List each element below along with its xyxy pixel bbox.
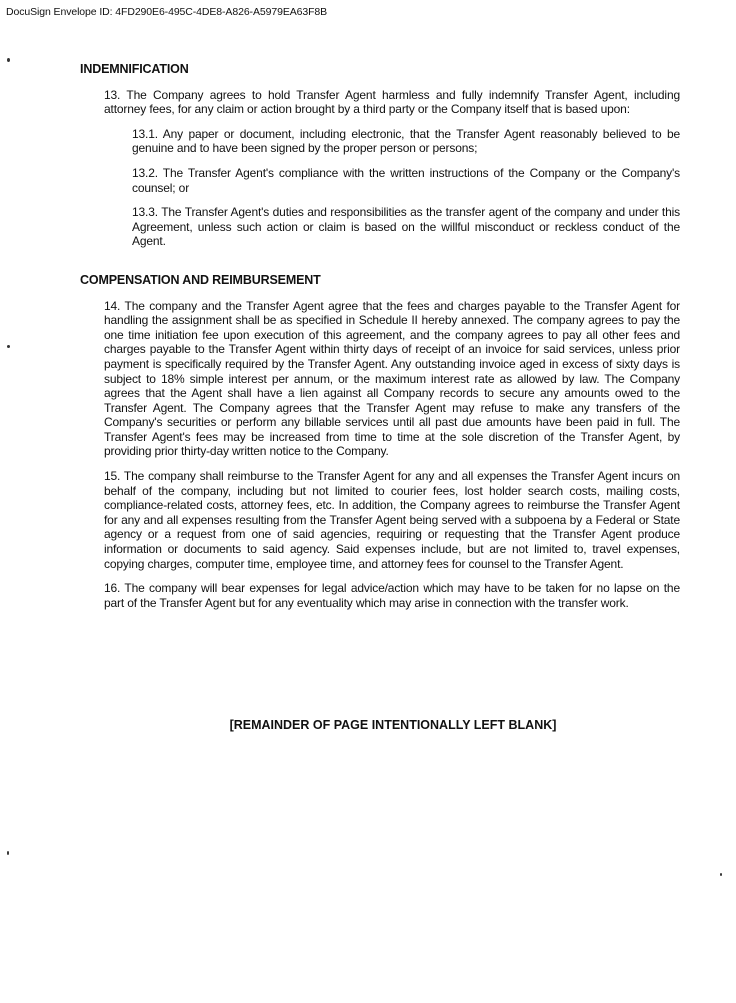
paragraph-13-3: 13.3. The Transfer Agent's duties and responsibilities as the transfer agent of the company and under this Agreement, unless such action or claim is based on the willful misconduct or reckless conduct of the Agent. [132,205,680,249]
section-heading-indemnification: INDEMNIFICATION [80,62,189,76]
section-heading-compensation: COMPENSATION AND REIMBURSEMENT [80,272,321,287]
paragraph-13-1: 13.1. Any paper or document, including electronic, that the Transfer Agent reasonably believed to be genuine and to have been signed by the proper person or persons; [132,126,680,156]
scan-speck [7,345,10,348]
paragraph-15: 15. The company shall reimburse to the Transfer Agent for any and all expenses the Transfer Agent incurs on behalf of the company, including but not limited to courier fees, lost holder search costs, mailing costs, compliance-related costs, attorney fees, etc. In addition, the Company agrees to reimburse the Transfer Agent for any and all expenses resulting from the Transfer Agent being served with a subpoena by a Federal or State agency or a request from one of said agencies, requiring or requesting that the Transfer Agent produce information or documents to said agency. Said expenses include, but are not limited to, travel expenses, copying charges, computer time, employee time, and attorney fees for counsel to the Transfer Agent. [104,469,680,571]
paragraph-13-2: 13.2. The Transfer Agent's compliance with the written instructions of the Company or the Company's counsel; or [132,165,680,195]
compensation-section [80,273,680,610]
scan-speck [720,873,722,876]
scan-speck [7,58,10,62]
paragraph-13: 13. The Company agrees to hold Transfer Agent harmless and fully indemnify Transfer Agent, including attorney fees, for any claim or action brought by a third party or the Company itself that is based upon: [104,87,680,117]
envelope-id: DocuSign Envelope ID: 4FD290E6-495C-4DE8-A826-A5979EA63F8B [6,6,328,18]
remainder-blank-note: [REMAINDER OF PAGE INTENTIONALLY LEFT BLANK] [229,718,557,732]
indemnification-section [80,62,680,249]
scan-speck [7,851,9,855]
paragraph-16: 16. The company will bear expenses for legal advice/action which may have to be taken for no lapse on the part of the Transfer Agent but for any eventuality which may arise in connection with the transfer work. [104,581,680,610]
document-body [80,62,680,620]
paragraph-14: 14. The company and the Transfer Agent agree that the fees and charges payable to the Transfer Agent for handling the assignment shall be as specified in Schedule II hereby annexed. The company agrees to pay the one time initiation fee upon execution of this agreement, and the company agrees to pay all other fees and charges payable to the Transfer Agent within thirty days of receipt of an invoice for said services, unless prior payment is specifically required by the Transfer Agent. Any outstanding invoice aged in excess of sixty days is subject to 18% simple interest per annum, or the maximum interest rate as allowed by law. The Company agrees that the Agent shall have a lien against all Company records to secure any amounts owed to the Transfer Agent. The Company agrees that the Transfer Agent may refuse to make any transfers of the Company's securities or perform any billable services until all past due amounts have been paid in full. The Transfer Agent's fees may be increased from time to time at the sole discretion of the Transfer Agent, by providing prior thirty-day written notice to the Company. [104,298,680,459]
